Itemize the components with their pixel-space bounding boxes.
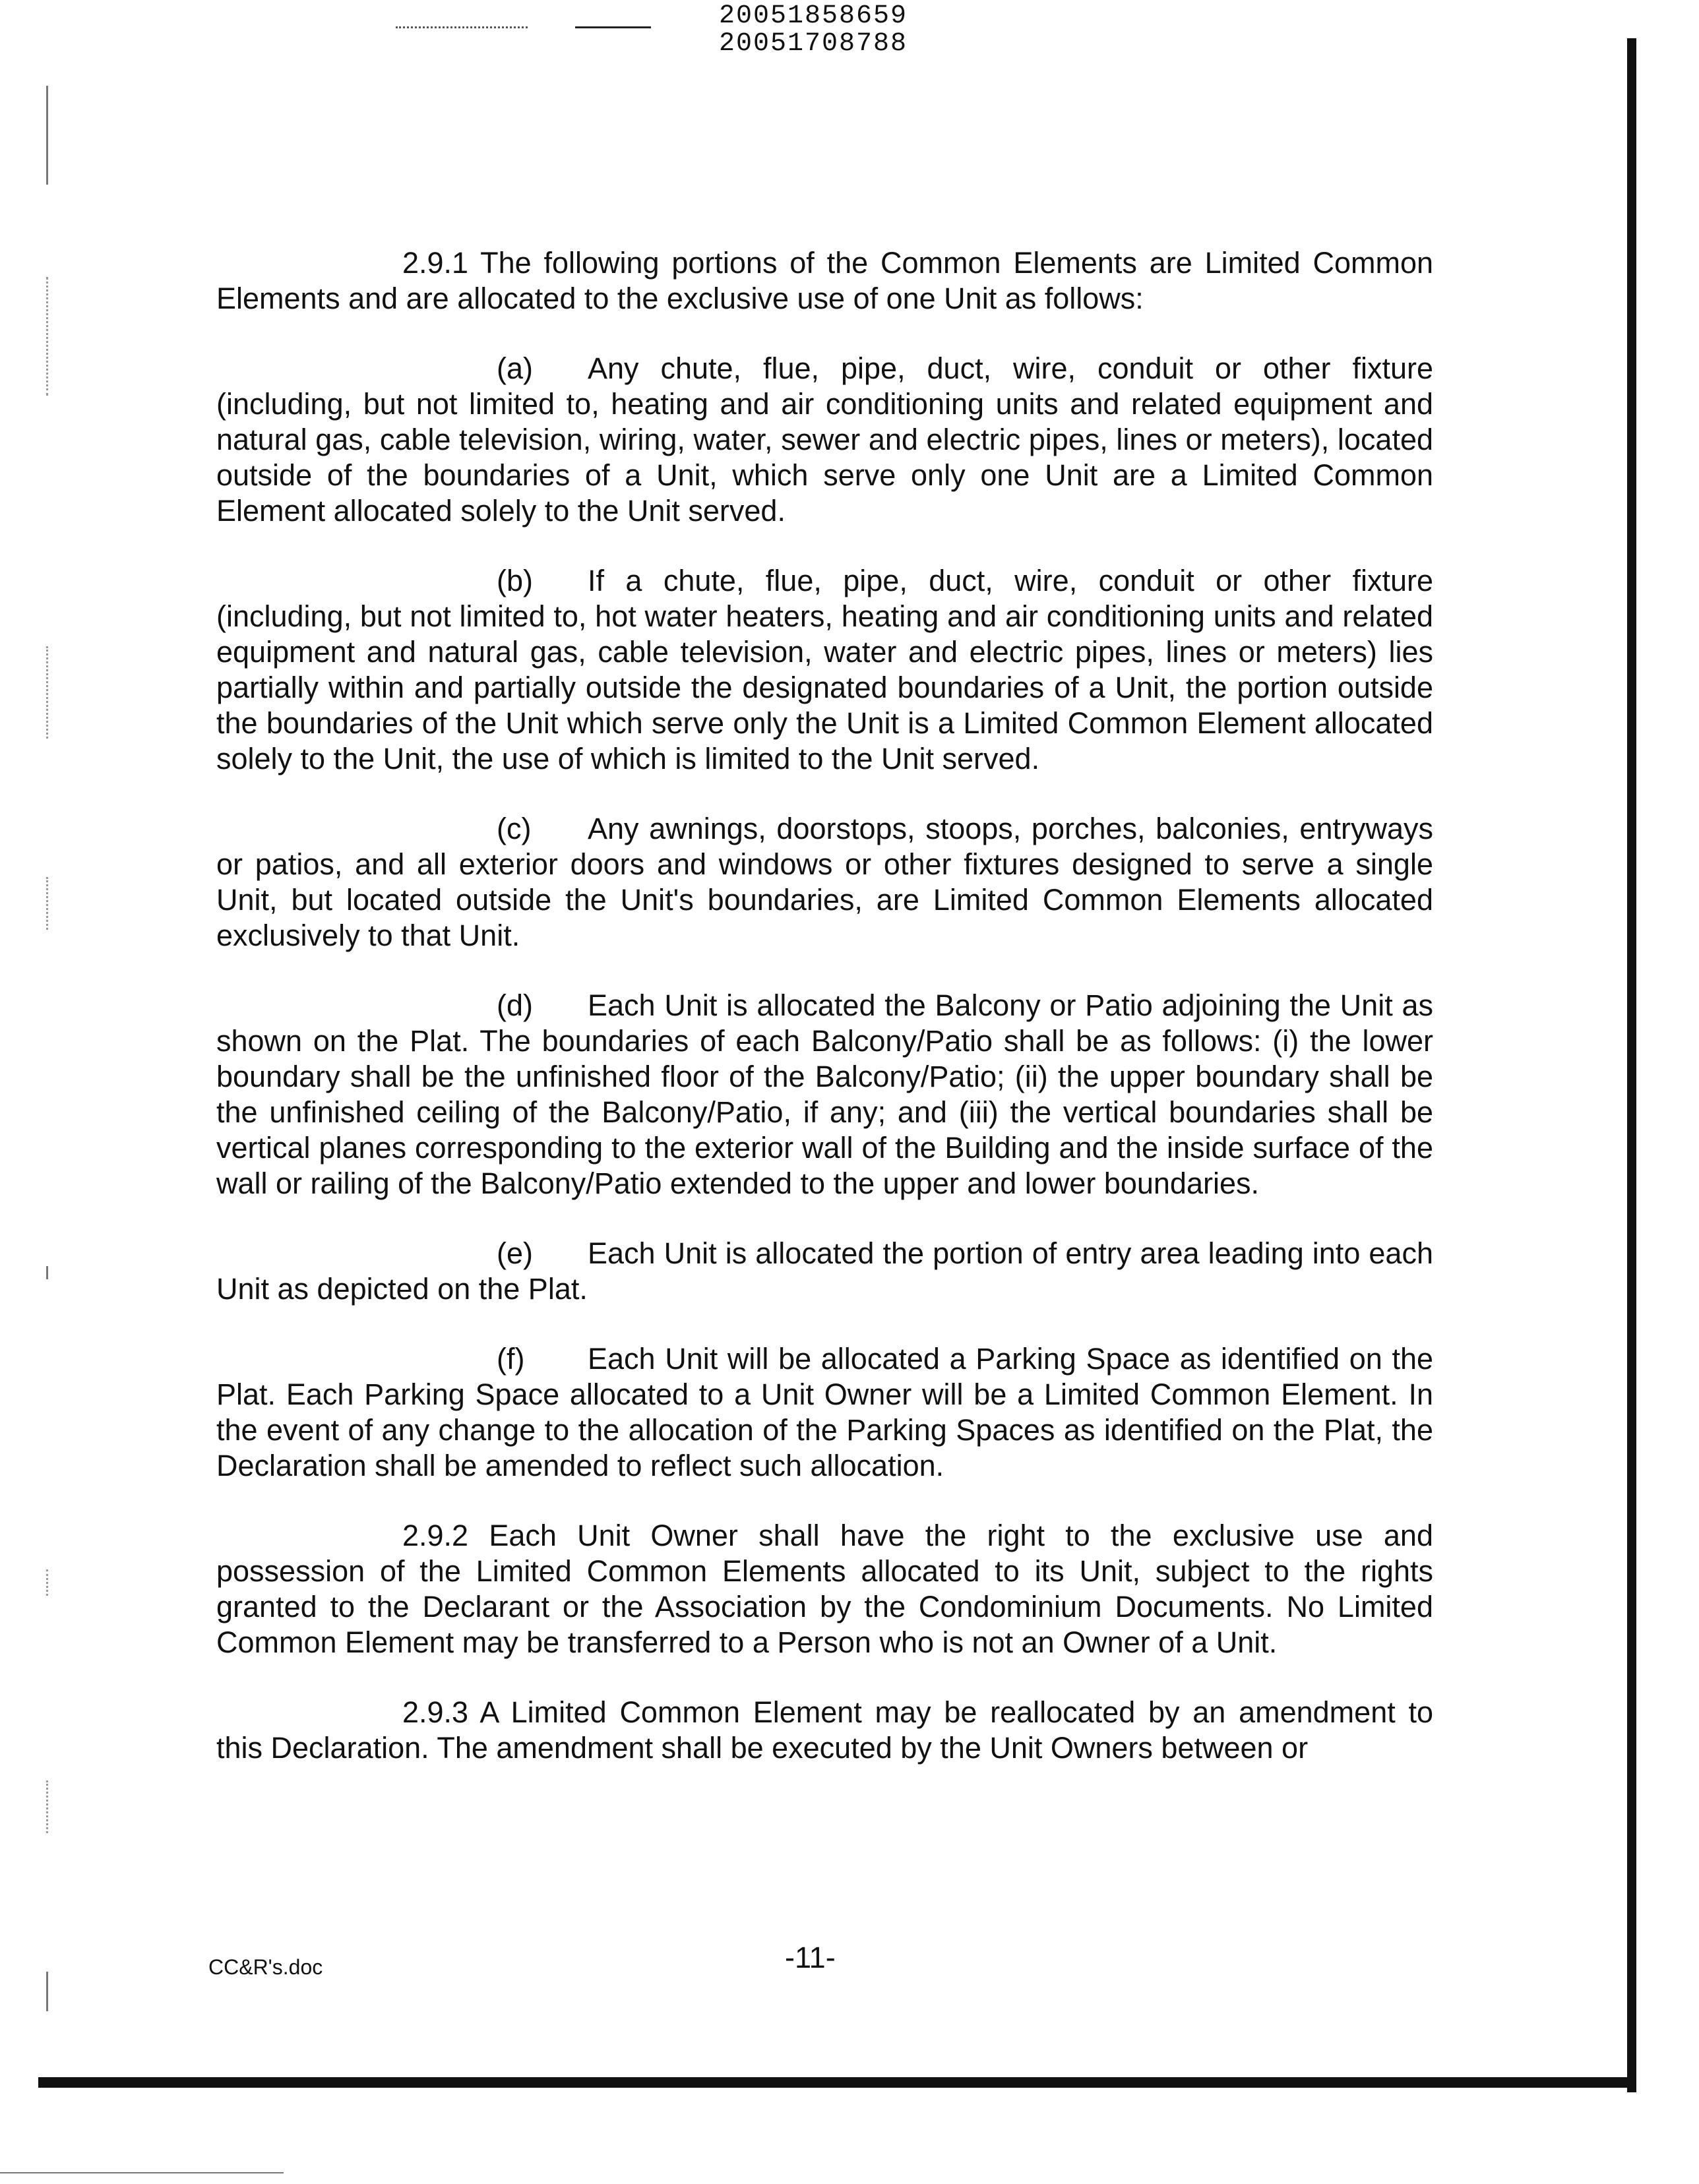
subsection-b [216,563,1433,777]
section-2-9-1 [216,245,1433,317]
section-text: 2.9.2 Each Unit Owner shall have the right to the exclusive use and possession of the Limited Common Elements allocated to its Unit, subject to the rights granted to the Declarant or the Association by the Condominium Documents. No Limited Common Element may be transferred to a Person who is not an Owner of a Unit. [216,1519,1433,1659]
header-dotted-rule [396,26,528,28]
subsection-text: Any chute, flue, pipe, duct, wire, conduit or other fixture (including, but not limited to, heating and air conditioning units and related equipment and natural gas, cable television, wiring, water, sewer and electric pipes, lines or meters), located outside of the boundaries of a Unit, which serve only one Unit are a Limited Common Element allocated solely to the Unit served. [216,351,1433,528]
scan-artifact-left [46,877,48,930]
subsection-text: Each Unit will be allocated a Parking Space as identified on the Plat. Each Parking Space allocated to a Unit Owner will be a Limited Common Element. In the event of any change to the allocation of the Parking Spaces as identified on the Plat, the Declaration shall be amended to reflect such allocation. [216,1342,1433,1482]
scan-edge-bottom [38,2077,1634,2088]
scan-artifact-left [46,86,48,185]
section-text: 2.9.1 The following portions of the Common Elements are Limited Common Elements and are allocated to the exclusive use of one Unit as follows: [216,246,1433,315]
scan-artifact-left [46,646,48,739]
scan-artifact-left [46,1972,48,2011]
subsection-text: Each Unit is allocated the portion of entry area leading into each Unit as depicted on the Plat. [216,1236,1433,1306]
subsection-label: (f) [497,1342,525,1376]
footer-filename: CC&R's.doc [208,1955,323,1979]
scan-artifact-left [46,1780,48,1833]
subsection-text: Any awnings, doorstops, stoops, porches, balconies, entryways or patios, and all exterior doors and windows or other fixtures designed to serve a single Unit, but located outside the Unit's boundaries, are Limited Common Elements allocated exclusively to that Unit. [216,812,1433,952]
subsection-c [216,811,1433,954]
header-solid-rule [575,26,651,28]
subsection-f [216,1341,1433,1484]
subsection-label: (b) [497,564,533,597]
scan-edge-right [1627,38,1636,2092]
section-2-9-2 [216,1518,1433,1660]
scan-artifact-left [46,277,48,396]
section-2-9-3 [216,1695,1433,1766]
section-text: 2.9.3 A Limited Common Element may be reallocated by an amendment to this Declaration. The amendment shall be executed by the Unit Owners between or [216,1695,1433,1765]
footer-page-number: -11- [785,1941,836,1974]
subsection-label: (e) [497,1236,533,1270]
document-body [216,245,1433,1800]
subsection-e [216,1236,1433,1307]
recording-number-2: 20051708788 [719,29,908,59]
scan-artifact-left [46,1266,48,1279]
scan-edge-bottom-thin [0,2172,284,2173]
subsection-text: Each Unit is allocated the Balcony or Patio adjoining the Unit as shown on the Plat. The boundaries of each Balcony/Patio shall be as follows: (i) the lower boundary shall be the unfinished floor of the Balcony/Patio; (ii) the upper boundary shall be the unfinished ceiling of the Balcony/Patio, if any; and (iii) the vertical boundaries shall be vertical planes corresponding to the exterior wall of the Building and the inside surface of the wall or railing of the Balcony/Patio extended to the upper and lower boundaries. [216,988,1433,1200]
recording-number-1: 20051858659 [719,1,908,31]
subsection-d [216,988,1433,1201]
subsection-a [216,351,1433,529]
recording-numbers [719,3,908,58]
subsection-label: (c) [497,812,532,845]
subsection-label: (d) [497,988,533,1022]
subsection-text: If a chute, flue, pipe, duct, wire, conduit or other fixture (including, but not limited to, hot water heaters, heating and air conditioning units and related equipment and natural gas, cable television, water and electric pipes, lines or meters) lies partially within and partially outside the designated boundaries of a Unit, the portion outside the boundaries of the Unit which serve only the Unit is a Limited Common Element allocated solely to the Unit, the use of which is limited to the Unit served. [216,564,1433,775]
scan-artifact-left [46,1569,48,1596]
subsection-label: (a) [497,351,533,385]
